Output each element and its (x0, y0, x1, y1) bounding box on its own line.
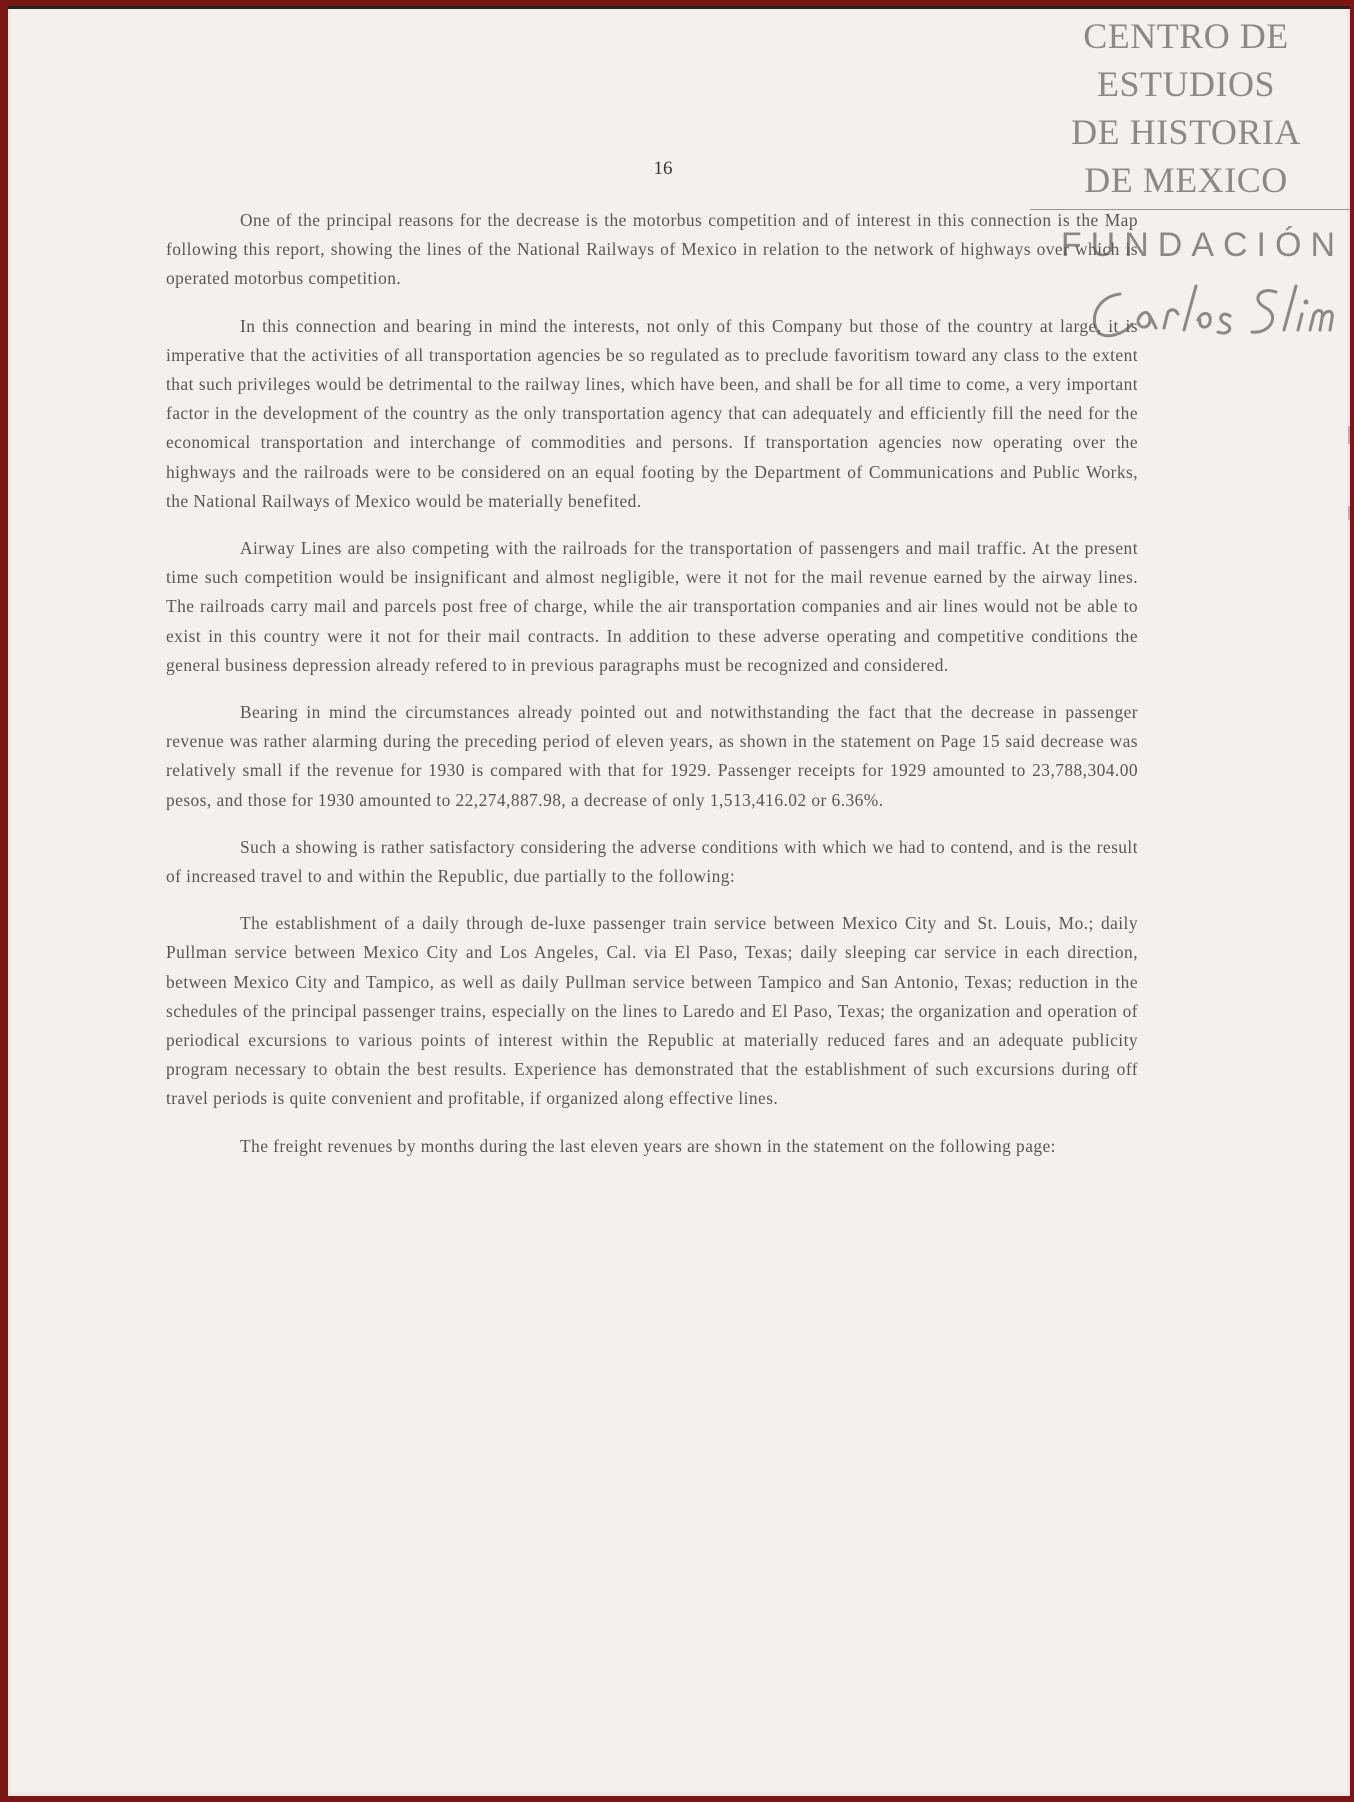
margin-mark-1 (1348, 426, 1350, 444)
watermark-fundacion: FUNDACIÓN (1060, 226, 1344, 264)
body-text (166, 206, 1138, 1179)
watermark-line-3: DE HISTORIA (1071, 112, 1301, 152)
paragraph-7: The freight revenues by months during the last eleven years are shown in the statement on the following page: (240, 1135, 1056, 1156)
paragraph-6: The establishment of a daily through de-luxe passenger train service between Mexico City and St. Louis, Mo.; daily Pullman service between Mexico City and Los Angeles, Cal. via El Paso, Texas; daily sleeping car service in each direction, between Mexico City and Tampico, as well as daily Pullman service between Tampico and San Antonio, Texas; reduction in the schedules of the principal passenger trains, especially on the lines to Laredo and El Paso, Texas; the organization and operation of periodical excursions to various points of interest within the Republic at materially reduced fares and an adequate publicity program necessary to obtain the best results. Experience has demonstrated that the establishment of such excursions during off travel periods is quite convenient and profitable, if organized along effective lines. (166, 913, 1138, 1109)
paragraph-3: Airway Lines are also competing with the railroads for the transportation of passengers and mail traffic. At the present time such competition would be insignificant and almost negligible, were it not for the mail revenue earned by the airway lines. The railroads carry mail and parcels post free of charge, while the air transportation companies and air lines would not be able to exist in this country were it not for their mail contracts. In addition to these adverse operating and competitive conditions the general business depression already refered to in previous paragraphs must be recognized and considered. (166, 538, 1138, 675)
watermark-line-1: CENTRO DE (1083, 16, 1289, 56)
page-top-edge (8, 6, 1350, 9)
document-page (8, 6, 1350, 1796)
page-number: 16 (653, 158, 673, 179)
watermark-centro-estudios (1036, 12, 1336, 204)
paragraph-2: In this connection and bearing in mind the interests, not only of this Company but those of the country at large, it is imperative that the activities of all transportation agencies be so regulated as to preclude favoritism toward any class to the extent that such privileges would be detrimental to the railway lines, which have been, and shall be for all time to come, a very important factor in the development of the country as the only transportation agency that can adequately and efficiently fill the need for the economical transportation and interchange of commodities and persons. If transportation agencies now operating over the highways and the railroads were to be considered on an equal footing by the Department of Communications and Public Works, the National Railways of Mexico would be materially benefited. (166, 315, 1138, 511)
paragraph-4: Bearing in mind the circumstances already pointed out and notwithstanding the fact that the decrease in passenger revenue was rather alarming during the preceding period of eleven years, as shown in the statement on Page 15 said decrease was relatively small if the revenue for 1930 is compared with that for 1929. Passenger receipts for 1929 amounted to 23,788,304.00 pesos, and those for 1930 amounted to 22,274,887.98, a decrease of only 1,513,416.02 or 6.36%. (166, 702, 1138, 810)
watermark-line-4: DE MEXICO (1084, 160, 1288, 200)
watermark-line-2: ESTUDIOS (1096, 64, 1275, 104)
margin-mark-2 (1348, 506, 1350, 520)
paragraph-1: One of the principal reasons for the decrease is the motorbus competition and of interest in this connection is the Map following this report, showing the lines of the National Railways of Mexico in relation to the network of highways over which is operated motorbus competition. (166, 210, 1138, 289)
paragraph-5: Such a showing is rather satisfactory considering the adverse conditions with which we had to contend, and is the result of increased travel to and within the Republic, due partially to the following: (166, 836, 1138, 887)
